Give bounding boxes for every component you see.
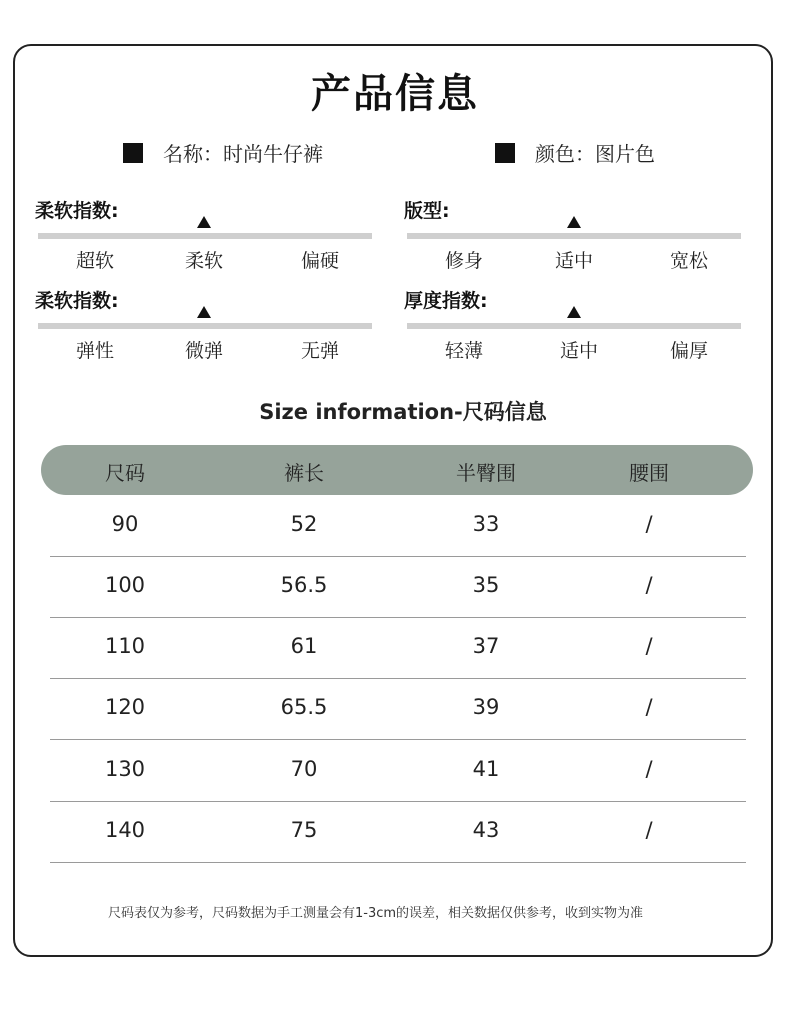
scale-label: 修身 [444,250,484,272]
scale-label: 偏硬 [300,250,340,272]
scale-label: 微弹 [184,340,224,362]
cell-length: 65.5 [280,695,328,719]
scale-indicator-triangle-icon [197,306,211,318]
table-row [50,741,746,802]
cell-length: 52 [290,512,318,536]
product-name-text: 名称：时尚牛仔裤 [163,142,323,166]
scale-label: 宽松 [669,250,709,272]
cell-size: 90 [111,512,139,536]
cell-length: 61 [290,634,318,658]
scale-title: 厚度指数: [404,290,488,312]
cell-hip: 39 [472,695,500,719]
scale-label: 柔软 [184,250,224,272]
scale-label: 轻薄 [444,340,484,362]
cell-waist: / [645,757,653,781]
table-row [50,802,746,863]
table-row [50,618,746,679]
scale-label: 偏厚 [669,340,709,362]
header-waist: 腰围 [629,461,669,485]
scale-title: 版型: [404,200,450,222]
scale-label: 弹性 [75,340,115,362]
scale-title: 柔软指数: [35,290,119,312]
scale-label: 适中 [559,340,599,362]
cell-size: 140 [104,818,146,842]
scale-indicator-triangle-icon [197,216,211,228]
scale-indicator-triangle-icon [567,216,581,228]
product-name-info [123,138,323,167]
scale-bar [407,233,741,239]
scale-bar [38,323,372,329]
cell-hip: 41 [472,757,500,781]
cell-length: 70 [290,757,318,781]
cell-waist: / [645,634,653,658]
scale-bar [38,233,372,239]
cell-size: 100 [104,573,146,597]
square-bullet-icon [495,143,515,163]
page-title: 产品信息 [311,71,479,117]
cell-hip: 35 [472,573,500,597]
cell-waist: / [645,818,653,842]
cell-length: 75 [290,818,318,842]
cell-hip: 43 [472,818,500,842]
size-table-header [41,445,753,495]
table-row [50,557,746,618]
scale-indicator-triangle-icon [567,306,581,318]
scale-label: 超软 [75,250,115,272]
header-size: 尺码 [105,461,145,485]
cell-waist: / [645,695,653,719]
cell-size: 130 [104,757,146,781]
size-section-title: Size information-尺码信息 [259,400,547,424]
cell-length: 56.5 [280,573,328,597]
table-row [50,496,746,557]
product-color-text: 颜色：图片色 [535,142,655,166]
table-row [50,679,746,740]
scale-bar [407,323,741,329]
cell-hip: 37 [472,634,500,658]
cell-hip: 33 [472,512,500,536]
header-pants-length: 裤长 [284,461,324,485]
header-half-hip: 半臀围 [456,461,516,485]
cell-waist: / [645,573,653,597]
product-color-info [495,138,655,167]
cell-size: 110 [104,634,146,658]
cell-waist: / [645,512,653,536]
cell-size: 120 [104,695,146,719]
square-bullet-icon [123,143,143,163]
scale-label: 无弹 [300,340,340,362]
scale-label: 适中 [554,250,594,272]
size-disclaimer-note: 尺码表仅为参考，尺码数据为手工测量会有1-3cm的误差，相关数据仅供参考，收到实物为准 [108,906,644,921]
scale-title: 柔软指数: [35,200,119,222]
